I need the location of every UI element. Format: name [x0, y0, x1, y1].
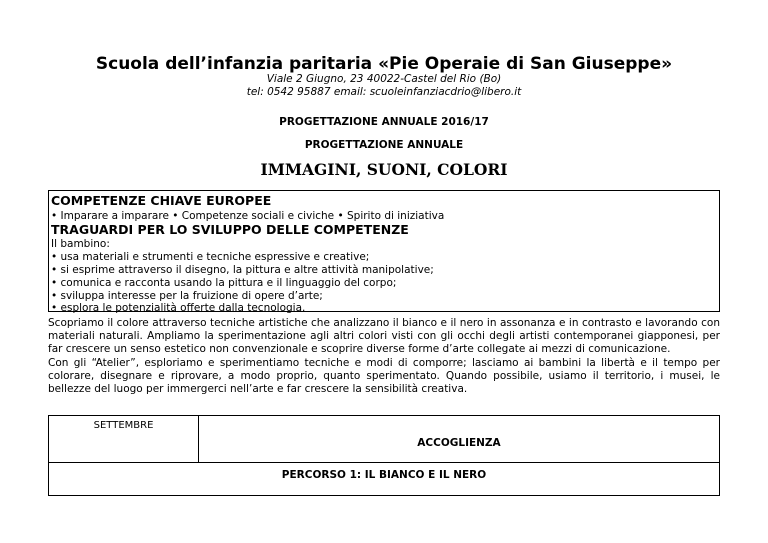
goal-item: • comunica e racconta usando la pittura e il linguaggio del corpo; — [51, 277, 397, 289]
goal-item: • usa materiali e strumenti e tecniche espressive e creative; — [51, 251, 370, 263]
table-row — [49, 416, 720, 463]
competences-box — [48, 190, 720, 312]
goals-heading: TRAGUARDI PER LO SVILUPPO DELLE COMPETENZE — [51, 222, 409, 237]
activity-cell: ACCOGLIENZA — [199, 416, 720, 463]
month-cell: SETTEMBRE — [49, 416, 199, 463]
schedule-table — [48, 415, 720, 496]
path-cell: PERCORSO 1: IL BIANCO E IL NERO — [49, 463, 720, 496]
school-title: Scuola dell’infanzia paritaria «Pie Operaie di San Giuseppe» — [95, 54, 673, 74]
school-address: Viale 2 Giugno, 23 40022-Castel del Rio (Bo) — [266, 73, 502, 85]
goals-intro: Il bambino: — [51, 238, 110, 250]
description-paragraph: Con gli “Atelier”, esploriamo e sperimentiamo tecniche e modi di comporre; lasciamo ai bambini la libertà e il tempo per colorare, disegnare e riprovare, a modo proprio, quanto sperimentato. Quando possibile, usiamo il territorio, i musei, le bellezze del luogo per immergerci nell’arte e far crescere la sensibilità creativa. — [48, 356, 720, 396]
programme-title: IMMAGINI, SUONI, COLORI — [260, 160, 508, 179]
programme-year-label: PROGETTAZIONE ANNUALE 2016/17 — [279, 116, 489, 128]
goal-item: • sviluppa interesse per la fruizione di opere d’arte; — [51, 290, 323, 302]
competences-heading: COMPETENZE CHIAVE EUROPEE — [51, 193, 272, 208]
goal-item: • esplora le potenzialità offerte dalla tecnologia. — [51, 302, 306, 314]
table-row — [49, 463, 720, 496]
competences-list: • Imparare a imparare • Competenze sociali e civiche • Spirito di iniziativa — [51, 210, 445, 222]
description-paragraph: Scopriamo il colore attraverso tecniche artistiche che analizzano il bianco e il nero in assonanza e in contrasto e lavorando con materiali naturali. Ampliamo la sperimentazione agli altri colori visti con gli occhi degli artisti contemporanei giapponesi, per far crescere un senso estetico non convenzionale e scoprire diverse forme d’arte collegate ai mezzi di comunicazione. — [48, 317, 720, 356]
description — [48, 317, 720, 396]
programme-label: PROGETTAZIONE ANNUALE — [304, 139, 464, 151]
goal-item: • si esprime attraverso il disegno, la pittura e altre attività manipolative; — [51, 264, 434, 276]
school-contacts: tel: 0542 95887 email: scuoleinfanziacdrio@libero.it — [246, 86, 522, 98]
